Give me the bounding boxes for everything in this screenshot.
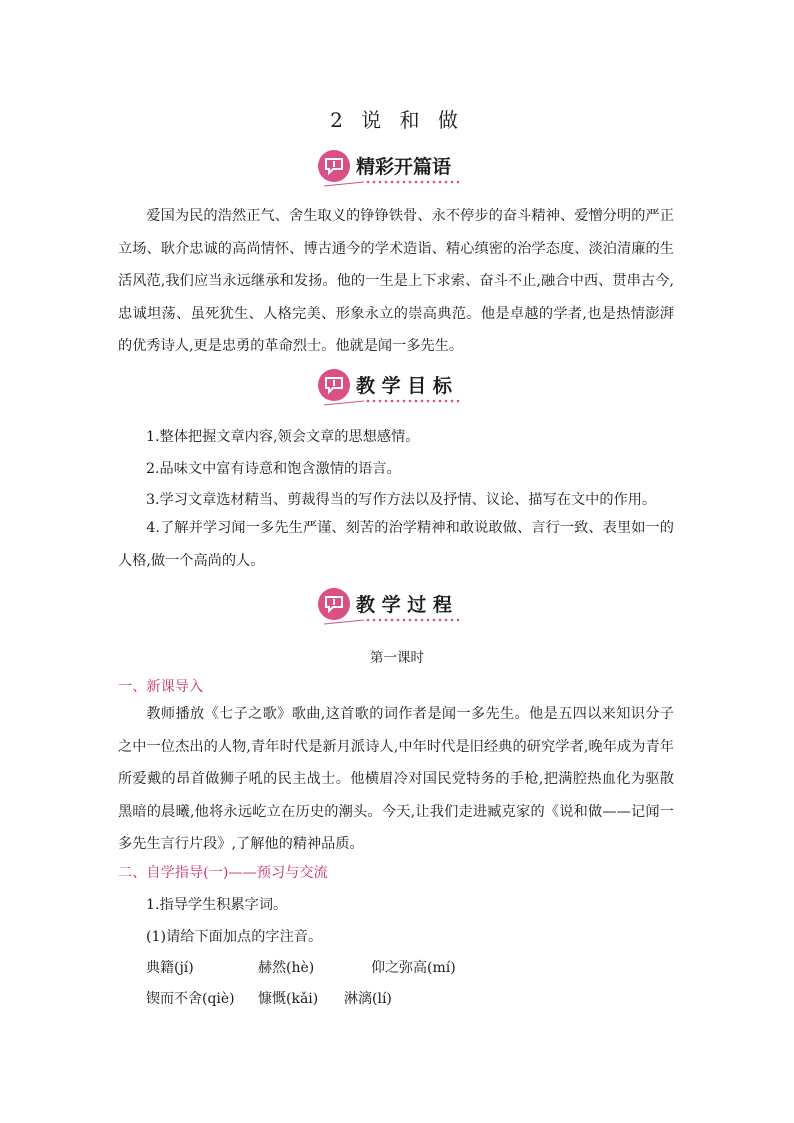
section-opening-header bbox=[318, 150, 468, 192]
goal-item: 1.整体把握文章内容,领会文章的思想感情。 bbox=[146, 429, 420, 445]
section-process-header bbox=[318, 588, 468, 630]
opening-paragraph: 爱国为民的浩然正气、舍生取义的铮铮铁骨、永不停步的奋斗精神、爱憎分明的严正立场、耿介忠诚的高尚情怀、博古通今的学术造诣、精心缜密的治学态度、淡泊清廉的生活风范,我们应当永远继承和发扬。他的一生是上下求索、奋斗不止,融合中西、贯串古今,忠诚坦荡、虽死犹生、人格完美、形象永立的崇高典范。他是卓越的学者,也是热情澎湃的优秀诗人,更是忠勇的革命烈士。他就是闻一多先生。 bbox=[118, 208, 674, 354]
lesson-label: 第一课时 bbox=[370, 650, 424, 666]
section-opening-title: 精彩开篇语 bbox=[356, 156, 452, 178]
word-item: 典籍(jí) bbox=[146, 960, 194, 976]
speech-bubble-icon bbox=[318, 588, 350, 620]
section-underline bbox=[324, 618, 464, 626]
goal-item: 4.了解并学习闻一多先生严谨、刻苦的治学精神和敢说敢做、言行一致、表里如一的人格,做一个高尚的人。 bbox=[118, 520, 674, 569]
section-underline bbox=[324, 399, 464, 407]
word-item: 仰之弥高(mí) bbox=[371, 960, 456, 976]
section-goals-title: 教 学 目 标 bbox=[356, 375, 452, 397]
goal-item: 2.品味文中富有诗意和饱含激情的语言。 bbox=[146, 461, 401, 477]
section-underline bbox=[324, 180, 464, 188]
goal-item: 3.学习文章选材精当、剪裁得当的写作方法以及抒情、议论、描写在文中的作用。 bbox=[146, 492, 657, 508]
word-item: 淋漓(lí) bbox=[344, 991, 392, 1007]
part2-heading: 二、自学指导(一)——预习与交流 bbox=[118, 865, 328, 881]
section-process-title: 教 学 过 程 bbox=[356, 594, 452, 616]
part1-heading: 一、新课导入 bbox=[118, 679, 204, 695]
word-item: 赫然(hè) bbox=[258, 960, 315, 976]
word-item: 慷慨(kǎi) bbox=[258, 991, 319, 1007]
section-goals-header bbox=[318, 369, 468, 411]
part2-subitem: (1)请给下面加点的字注音。 bbox=[146, 929, 323, 945]
page-title: 2 说 和 做 bbox=[330, 108, 464, 132]
speech-bubble-icon bbox=[318, 369, 350, 401]
word-item: 锲而不舍(qiè) bbox=[146, 991, 235, 1007]
speech-bubble-icon bbox=[318, 150, 350, 182]
part1-paragraph: 教师播放《七子之歌》歌曲,这首歌的词作者是闻一多先生。他是五四以来知识分子之中一位杰出的人物,青年时代是新月派诗人,中年时代是旧经典的研究学者,晚年成为青年所爱戴的昂首做狮子吼的民主战士。他横眉冷对国民党特务的手枪,把满腔热血化为驱散黑暗的晨曦,他将永远屹立在历史的潮头。今天,让我们走进臧克家的《说和做——记闻一多先生言行片段》,了解他的精神品质。 bbox=[118, 706, 674, 852]
part2-item: 1.指导学生积累字词。 bbox=[146, 897, 288, 913]
